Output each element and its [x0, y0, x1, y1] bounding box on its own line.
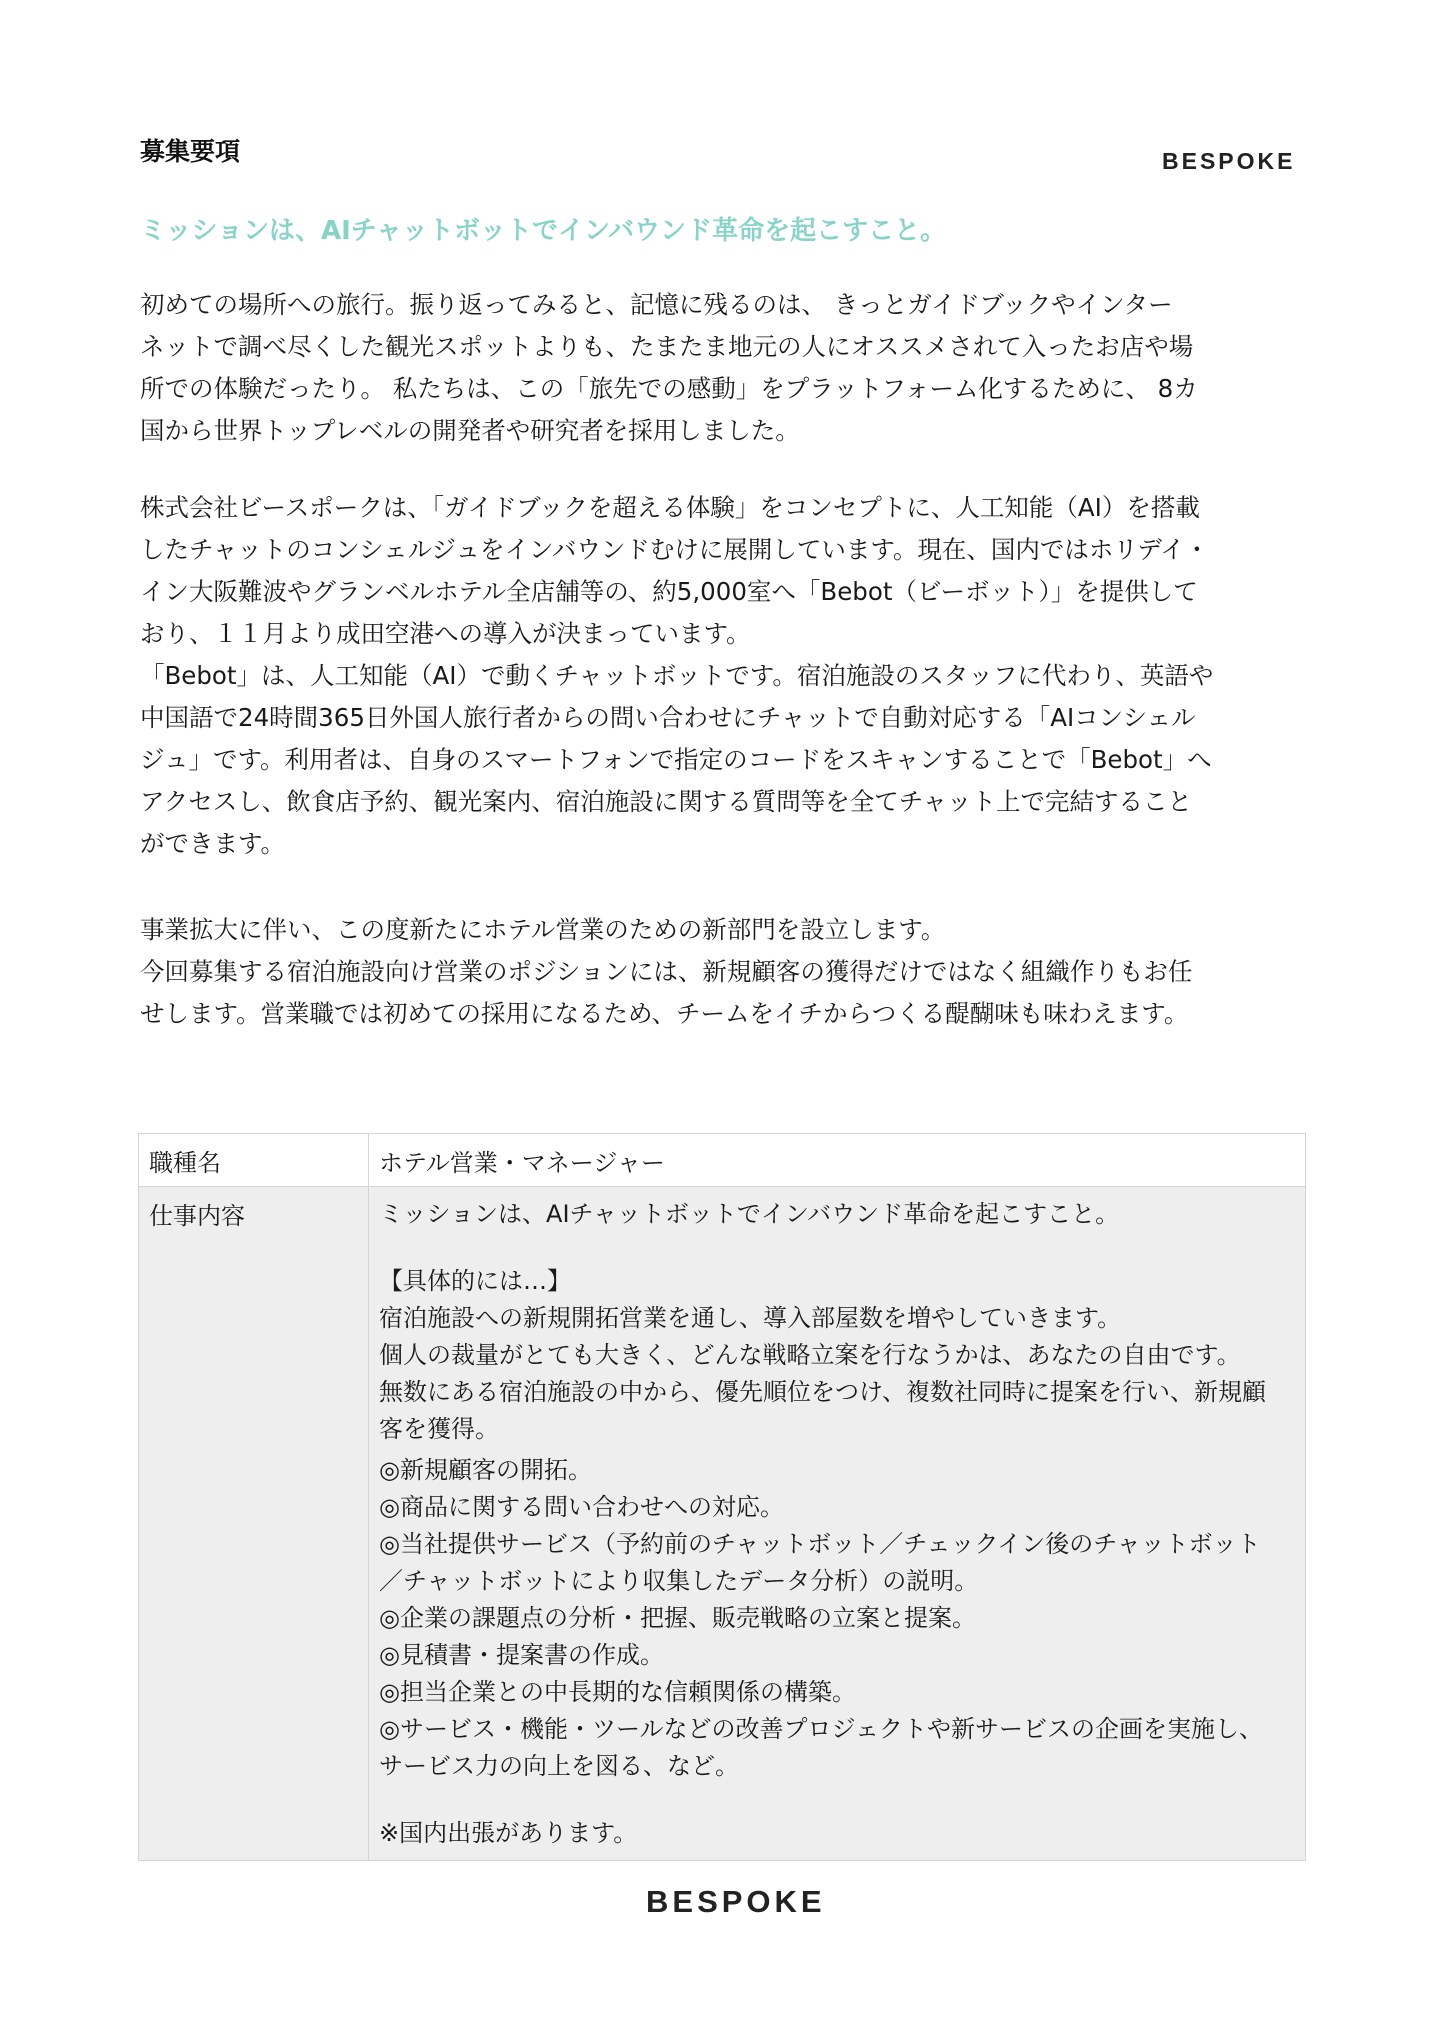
intro-paragraph-position: [140, 909, 1320, 1035]
duty-item: ◎新規顧客の開拓。: [379, 1456, 592, 1484]
mission-statement: ミッションは、AIチャットボットでインバウンド革命を起こすこと。: [140, 216, 947, 246]
bespoke-logo-footer: BESPOKE: [646, 1884, 826, 1919]
work-line: 客を獲得。: [379, 1415, 499, 1443]
text-line: アクセスし、飲食店予約、観光案内、宿泊施設に関する質問等を全てチャット上で完結すること: [140, 787, 1193, 816]
duty-item: サービス力の向上を図る、など。: [379, 1752, 739, 1780]
text-line: ジュ」です。利用者は、自身のスマートフォンで指定のコードをスキャンすることで「Bebot」へ: [140, 745, 1212, 774]
text-line: 株式会社ビースポークは、「ガイドブックを超える体験」をコンセプトに、人工知能（AI）を搭載: [140, 493, 1200, 522]
table-row-job-title: [139, 1134, 1306, 1187]
duty-item: ◎当社提供サービス（予約前のチャットボット／チェックイン後のチャットボット: [379, 1530, 1261, 1558]
text-line: イン大阪難波やグランベルホテル全店舗等の、約5,000室へ「Bebot（ビーボット）」を提供して: [140, 577, 1198, 606]
work-note: ※国内出張があります。: [379, 1819, 638, 1847]
table-row-job-description: [139, 1187, 1306, 1861]
job-description-label: 仕事内容: [139, 1187, 369, 1861]
text-line: 中国語で24時間365日外国人旅行者からの問い合わせにチャットで自動対応する「AIコンシェル: [140, 703, 1196, 732]
duty-item: ◎商品に関する問い合わせへの対応。: [379, 1493, 784, 1521]
duty-item: ／チャットボットにより収集したデータ分析）の説明。: [379, 1567, 979, 1595]
work-line: 無数にある宿泊施設の中から、優先順位をつけ、複数社同時に提案を行い、新規顧: [379, 1378, 1267, 1406]
job-title-label: 職種名: [139, 1134, 369, 1187]
text-line: 国から世界トップレベルの開発者や研究者を採用しました。: [140, 416, 800, 445]
intro-paragraph-travel: [140, 284, 1320, 452]
work-line: 宿泊施設への新規開拓営業を通し、導入部屋数を増やしていきます。: [379, 1304, 1122, 1332]
bespoke-logo-header: BESPOKE: [1162, 148, 1296, 174]
text-line: 事業拡大に伴い、この度新たにホテル営業のための新部門を設立します。: [140, 915, 946, 944]
job-title-value: ホテル営業・マネージャー: [369, 1134, 1306, 1187]
work-specific-heading: 【具体的には…】: [379, 1267, 571, 1295]
text-line: せします。営業職では初めての採用になるため、チームをイチからつくる醍醐味も味わえます。: [140, 999, 1189, 1028]
text-line: 所での体験だったり。 私たちは、この「旅先での感動」をプラットフォーム化するために、 8カ: [140, 374, 1198, 403]
duty-item: ◎企業の課題点の分析・把握、販売戦略の立案と提案。: [379, 1604, 976, 1632]
text-line: したチャットのコンシェルジュをインバウンドむけに展開しています。現在、国内ではホリデイ・: [140, 535, 1210, 564]
text-line: 初めての場所への旅行。振り返ってみると、記憶に残るのは、 きっとガイドブックやインター: [140, 290, 1173, 319]
page-heading: 募集要項: [140, 137, 241, 166]
duty-item: ◎担当企業との中長期的な信頼関係の構築。: [379, 1678, 856, 1706]
intro-paragraph-company: [140, 487, 1320, 865]
job-description-value: [369, 1187, 1306, 1861]
work-line: 個人の裁量がとても大きく、どんな戦略立案を行なうかは、あなたの自由です。: [379, 1341, 1241, 1369]
work-mission: ミッションは、AIチャットボットでインバウンド革命を起こすこと。: [379, 1200, 1120, 1228]
requirements-table: [138, 1133, 1306, 1861]
text-line: ができます。: [140, 829, 286, 858]
text-line: ネットで調べ尽くした観光スポットよりも、たまたま地元の人にオススメされて入ったお店や場: [140, 332, 1194, 361]
text-line: 「Bebot」は、人工知能（AI）で動くチャットボットです。宿泊施設のスタッフに代わり、英語や: [140, 661, 1214, 690]
duty-item: ◎見積書・提案書の作成。: [379, 1641, 664, 1669]
text-line: おり、１１月より成田空港への導入が決まっています。: [140, 619, 751, 648]
text-line: 今回募集する宿泊施設向け営業のポジションには、新規顧客の獲得だけではなく組織作りもお任: [140, 957, 1193, 986]
duty-item: ◎サービス・機能・ツールなどの改善プロジェクトや新サービスの企画を実施し、: [379, 1715, 1263, 1743]
